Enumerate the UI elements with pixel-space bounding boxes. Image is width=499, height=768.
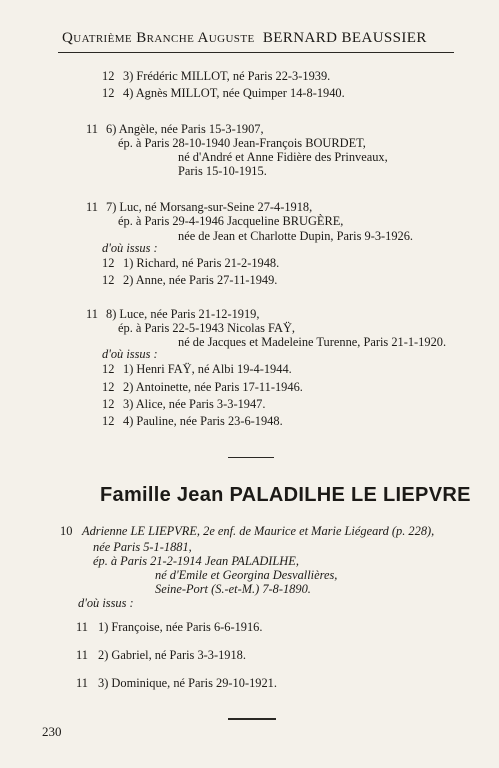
generation-number: 10 bbox=[60, 524, 73, 538]
issue-label: d'où issus : bbox=[78, 596, 134, 610]
entry-line: 2) Antoinette, née Paris 17-11-1946. bbox=[123, 380, 303, 394]
entry-line: 1) Richard, né Paris 21-2-1948. bbox=[123, 256, 280, 270]
entry-line: née de Jean et Charlotte Dupin, Paris 9-3-1926. bbox=[178, 229, 414, 243]
page-number: 230 bbox=[42, 724, 62, 739]
header-rule bbox=[58, 52, 454, 53]
family-title: Famille Jean PALADILHE LE LIEPVRE bbox=[100, 484, 471, 506]
running-head-family: BERNARD BEAUSSIER bbox=[262, 30, 427, 46]
entry-line: ép. à Paris 22-5-1943 Nicolas FAŸ, bbox=[118, 321, 295, 335]
issue-label: d'où issus : bbox=[102, 241, 158, 255]
entry-line: née Paris 5-1-1881, bbox=[93, 540, 192, 554]
generation-number: 12 bbox=[102, 273, 115, 287]
entry-line: 1) Henri FAŸ, né Albi 19-4-1944. bbox=[123, 362, 292, 376]
generation-number: 11 bbox=[76, 648, 88, 662]
generation-number: 11 bbox=[86, 200, 98, 214]
generation-number: 11 bbox=[86, 122, 98, 136]
entry-line: né d'Emile et Georgina Desvallières, bbox=[155, 568, 338, 582]
entry-line: 3) Alice, née Paris 3-3-1947. bbox=[123, 397, 266, 411]
generation-number: 12 bbox=[102, 397, 115, 411]
generation-number: 11 bbox=[76, 620, 88, 634]
generation-number: 11 bbox=[76, 676, 88, 690]
entry-line: Paris 15-10-1915. bbox=[178, 164, 267, 178]
generation-number: 12 bbox=[102, 256, 115, 270]
entry-line: 3) Frédéric MILLOT, né Paris 22-3-1939. bbox=[123, 69, 331, 83]
generation-number: 12 bbox=[102, 380, 115, 394]
section-separator bbox=[228, 457, 274, 458]
entry-line: 1) Françoise, née Paris 6-6-1916. bbox=[98, 620, 263, 634]
generation-number: 12 bbox=[102, 414, 115, 428]
running-head bbox=[62, 30, 452, 47]
entry-line: né d'André et Anne Fidière des Prinveaux, bbox=[178, 150, 388, 164]
issue-label: d'où issus : bbox=[102, 347, 158, 361]
generation-number: 12 bbox=[102, 362, 115, 376]
entry-line: Seine-Port (S.-et-M.) 7-8-1890. bbox=[155, 582, 311, 596]
entry-line: 3) Dominique, né Paris 29-10-1921. bbox=[98, 676, 277, 690]
entry-line: ép. à Paris 29-4-1946 Jacqueline BRUGÈRE, bbox=[118, 214, 344, 228]
entry-line: 2) Anne, née Paris 27-11-1949. bbox=[123, 273, 278, 287]
entry-line: 4) Agnès MILLOT, née Quimper 14-8-1940. bbox=[123, 86, 345, 100]
entry-line: 8) Luce, née Paris 21-12-1919, bbox=[106, 307, 260, 321]
entry-line: 4) Pauline, née Paris 23-6-1948. bbox=[123, 414, 283, 428]
entry-line: 6) Angèle, née Paris 15-3-1907, bbox=[106, 122, 264, 136]
entry-line: Adrienne LE LIEPVRE, 2e enf. de Maurice et Marie Liégeard (p. 228), bbox=[82, 524, 435, 538]
entry-line: 7) Luc, né Morsang-sur-Seine 27-4-1918, bbox=[106, 200, 313, 214]
running-head-branch: Quatrième Branche Auguste bbox=[62, 30, 255, 46]
entry-line: né de Jacques et Madeleine Turenne, Paris 21-1-1920. bbox=[178, 335, 447, 349]
footer-rule bbox=[228, 718, 276, 720]
generation-number: 11 bbox=[86, 307, 98, 321]
generation-number: 12 bbox=[102, 69, 115, 83]
entry-line: ép. à Paris 28-10-1940 Jean-François BOURDET, bbox=[118, 136, 366, 150]
entry-line: ép. à Paris 21-2-1914 Jean PALADILHE, bbox=[93, 554, 299, 568]
generation-number: 12 bbox=[102, 86, 115, 100]
entry-line: 2) Gabriel, né Paris 3-3-1918. bbox=[98, 648, 246, 662]
